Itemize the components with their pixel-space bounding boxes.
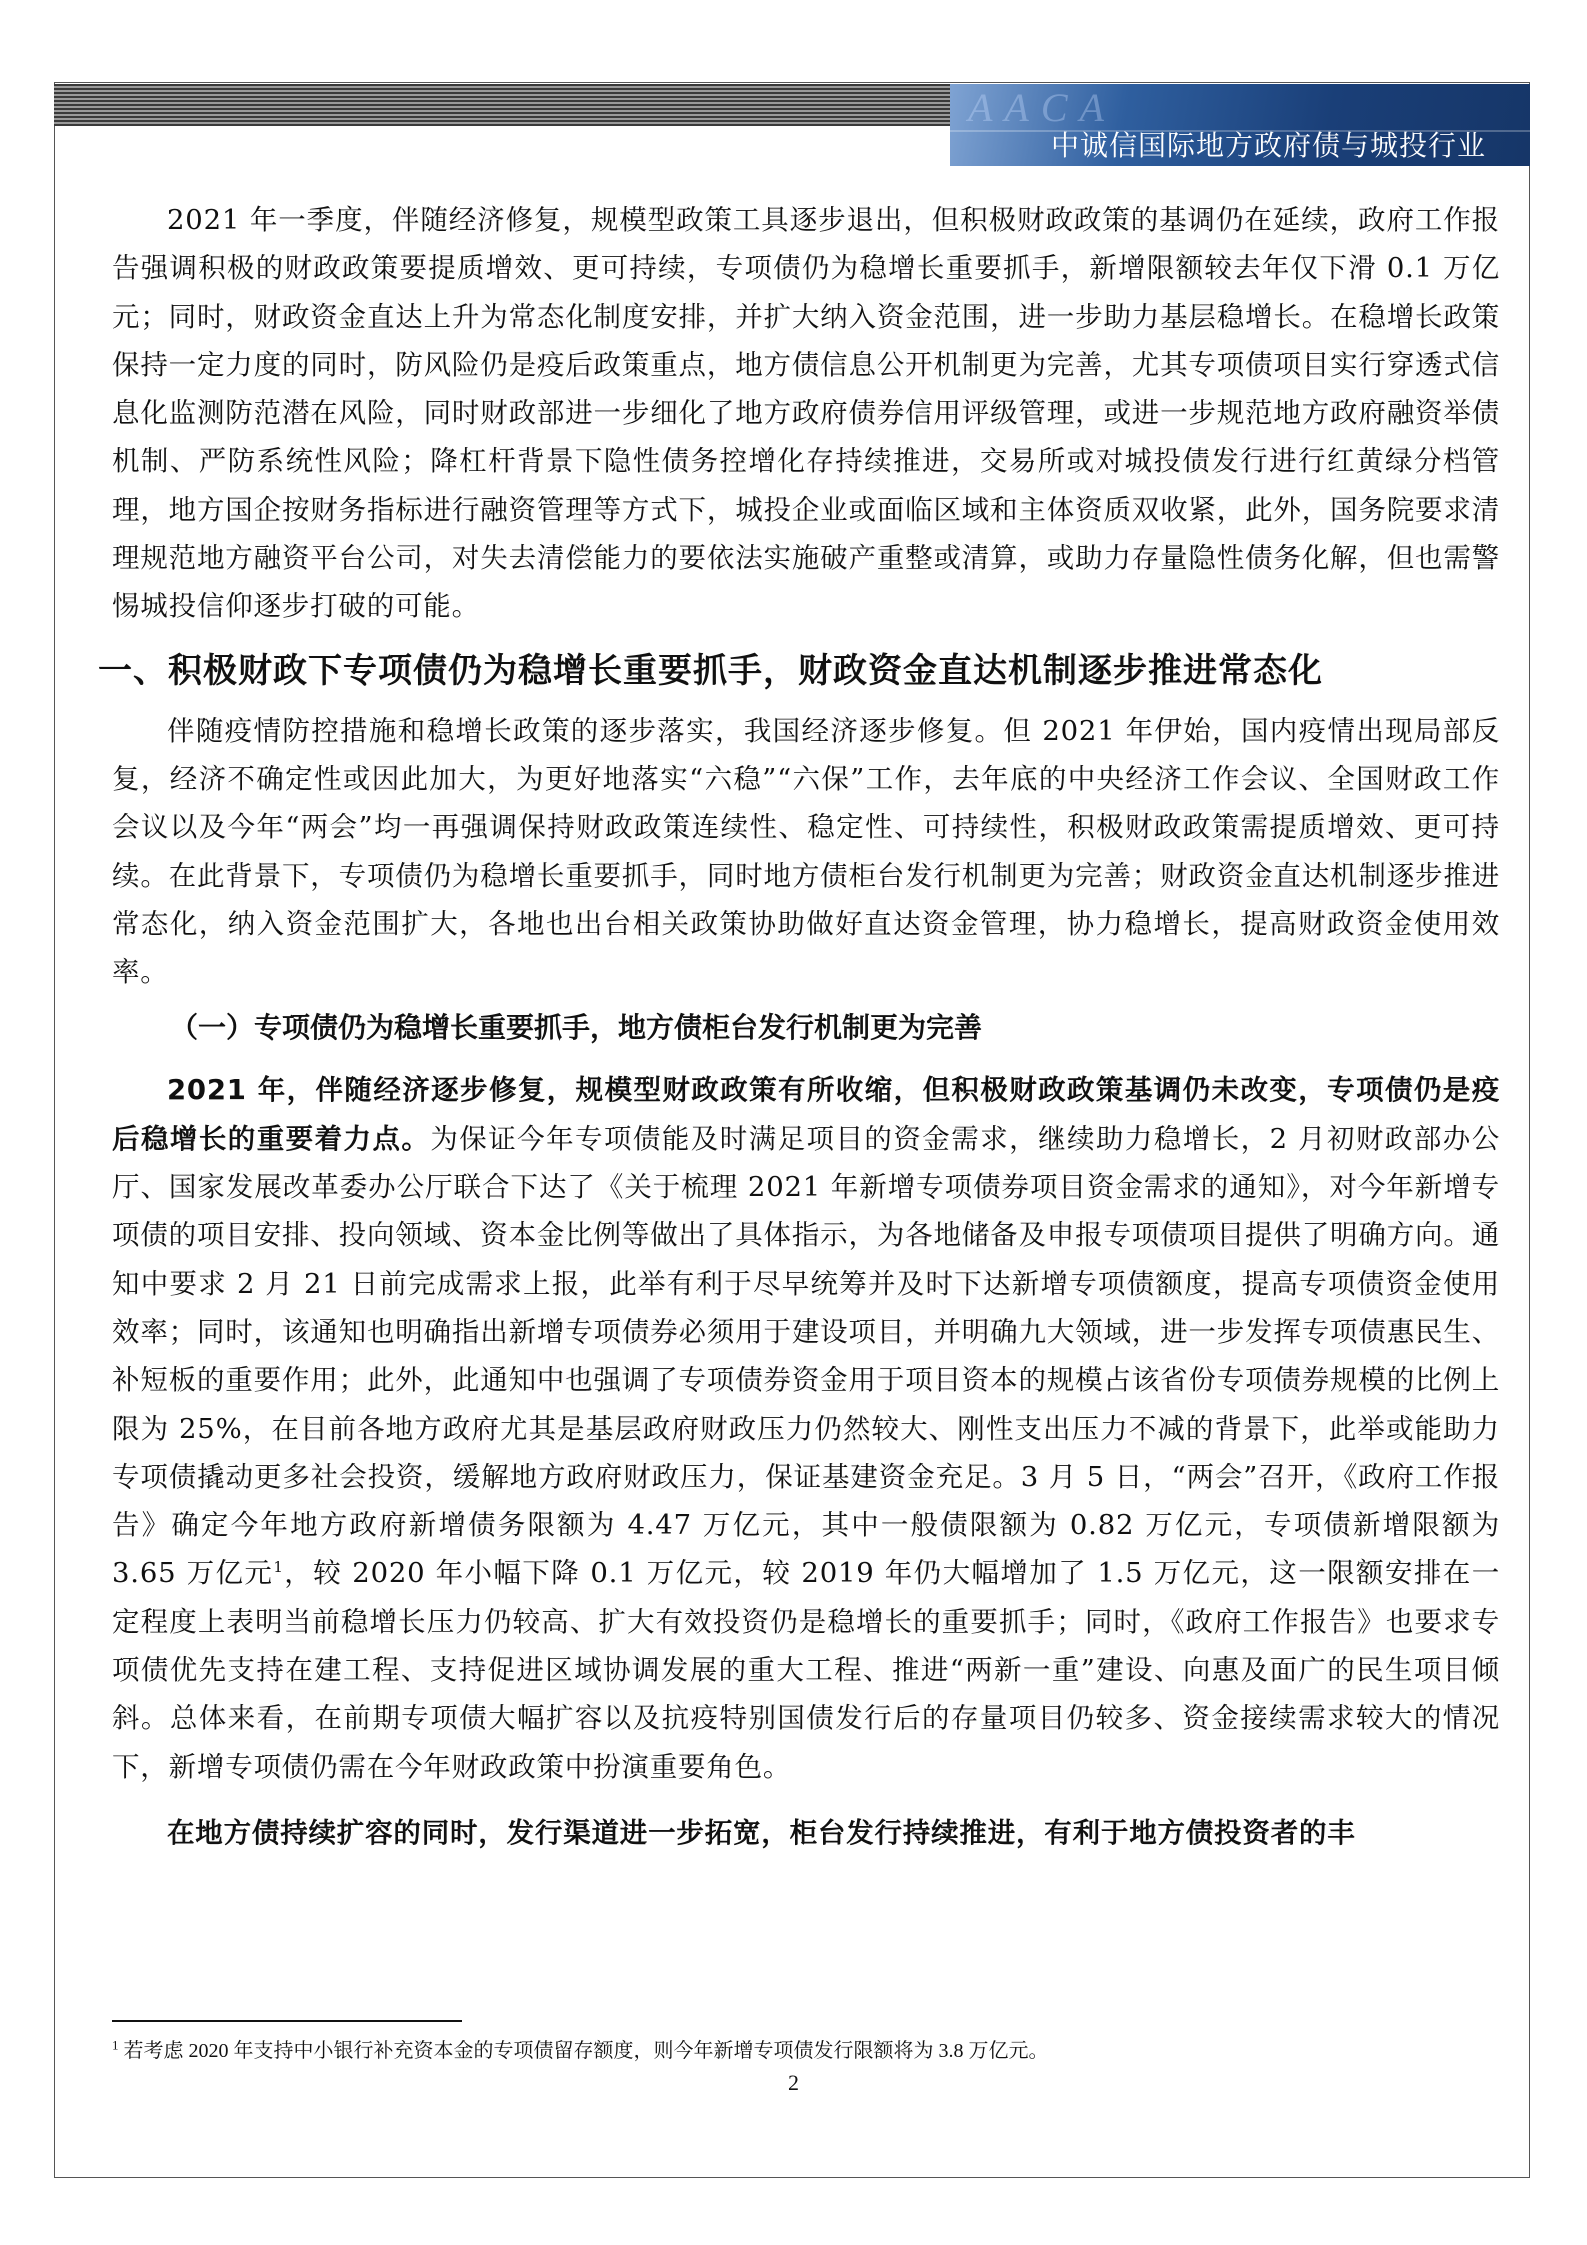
document-body xyxy=(98,196,1500,1857)
section-heading: 一、积极财政下专项债仍为稳增长重要抓手，财政资金直达机制逐步推进常态化 xyxy=(98,650,1323,691)
footnote xyxy=(112,2034,1049,2063)
header-decor-letters: AACA xyxy=(968,85,1116,130)
footnote-divider xyxy=(112,2020,462,2022)
header-title: 中诚信国际地方政府债与城投行业 xyxy=(1050,129,1486,162)
header-banner xyxy=(950,84,1530,166)
key-point-text: 2021 年，伴随经济逐步修复，规模型财政政策有所收缩，但积极财政政策基调仍未改变，专项债仍是疫后稳增长的重要着力点。 xyxy=(112,1074,1500,1155)
next-paragraph xyxy=(112,1809,1500,1857)
footnote-text: 若考虑 2020 年支持中小银行补充资本金的专项债留存额度，则今年新增专项债发行限额将为 3.8 万亿元。 xyxy=(123,2040,1049,2062)
section-paragraph: 伴随疫情防控措施和稳增长政策的逐步落实，我国经济逐步修复。但 2021 年伊始，国内疫情出现局部反复，经济不确定性或因此加大，为更好地落实“六稳”“六保”工作，去年底的中央经济工作会议、全国财政工作会议以及今年“两会”均一再强调保持财政政策连续性、稳定性、可持续性，积极财政政策需提质增效、更可持续。在此背景下，专项债仍为稳增长重要抓手，同时地方债柜台发行机制更为完善；财政资金直达机制逐步推进常态化，纳入资金范围扩大，各地也出台相关政策协助做好直达资金管理，协力稳增长，提高财政资金使用效率。 xyxy=(112,714,1500,989)
paragraph-text-cont: ，较 2020 年小幅下降 0.1 万亿元，较 2019 年仍大幅增加了 1.5 万亿元，这一限额安排在一定程度上表明当前稳增长压力仍较高、扩大有效投资仍是稳增长的重要抓手；同时，《政府工作报告》也要求专项债优先支持在建工程、支持促进区域协调发展的重大工程、推进“两新一重”建设、向惠及面广的民生项目倾斜。总体来看，在前期专项债大幅扩容以及抗疫特别国债发行后的存量项目仍较多、资金接续需求较大的情况下，新增专项债仍需在今年财政政策中扮演重要角色。 xyxy=(112,1557,1500,1783)
footnote-ref[interactable]: 1 xyxy=(273,1558,284,1577)
subsection-paragraph xyxy=(112,1066,1500,1790)
intro-paragraph: 2021 年一季度，伴随经济修复，规模型政策工具逐步退出，但积极财政政策的基调仍在延续，政府工作报告强调积极的财政政策要提质增效、更可持续，专项债仍为稳增长重要抓手，新增限额较去年仅下滑 0.1 万亿元；同时，财政资金直达上升为常态化制度安排，并扩大纳入资金范围，进一步助力基层稳增长。在稳增长政策保持一定力度的同时，防风险仍是疫后政策重点，地方债信息公开机制更为完善，尤其专项债项目实行穿透式信息化监测防范潜在风险，同时财政部进一步细化了地方政府债券信用评级管理，或进一步规范地方政府融资举债机制、严防系统性风险；降杠杆背景下隐性债务控增化存持续推进，交易所或对城投债发行进行红黄绿分档管理，地方国企按财务指标进行融资管理等方式下，城投企业或面临区域和主体资质双收紧，此外，国务院要求清理规范地方融资平台公司，对失去清偿能力的要依法实施破产重整或清算，或助力存量隐性债务化解，但也需警惕城投信仰逐步打破的可能。 xyxy=(112,204,1500,623)
key-point-text-2: 在地方债持续扩容的同时，发行渠道进一步拓宽，柜台发行持续推进，有利于地方债投资者的丰 xyxy=(167,1816,1356,1849)
page-number: 2 xyxy=(788,2070,799,2095)
subsection-heading: （一）专项债仍为稳增长重要抓手，地方债柜台发行机制更为完善 xyxy=(170,1011,983,1045)
footnote-marker: 1 xyxy=(112,2037,119,2053)
paragraph-text: 为保证今年专项债能及时满足项目的资金需求，继续助力稳增长，2 月初财政部办公厅、国家发展改革委办公厅联合下达了《关于梳理 2021 年新增专项债券项目资金需求的通知》，对今年新增专项债的项目安排、投向领域、资本金比例等做出了具体指示，为各地储备及申报专项债项目提供了明确方向。通知中要求 2 月 21 日前完成需求上报，此举有利于尽早统筹并及时下达新增专项债额度，提高专项债资金使用效率；同时，该通知也明确指出新增专项债券必须用于建设项目，并明确九大领域，进一步发挥专项债惠民生、补短板的重要作用；此外，此通知中也强调了专项债券资金用于项目资本的规模占该省份专项债券规模的比例上限为 25%，在目前各地方政府尤其是基层政府财政压力仍然较大、刚性支出压力不减的背景下，此举或能助力专项债撬动更多社会投资，缓解地方政府财政压力，保证基建资金充足。3 月 5 日，“两会”召开，《政府工作报告》确定今年地方政府新增债务限额为 4.47 万亿元，其中一般债限额为 0.82 万亿元，专项债新增限额为 3.65 万亿元 xyxy=(112,1122,1500,1590)
